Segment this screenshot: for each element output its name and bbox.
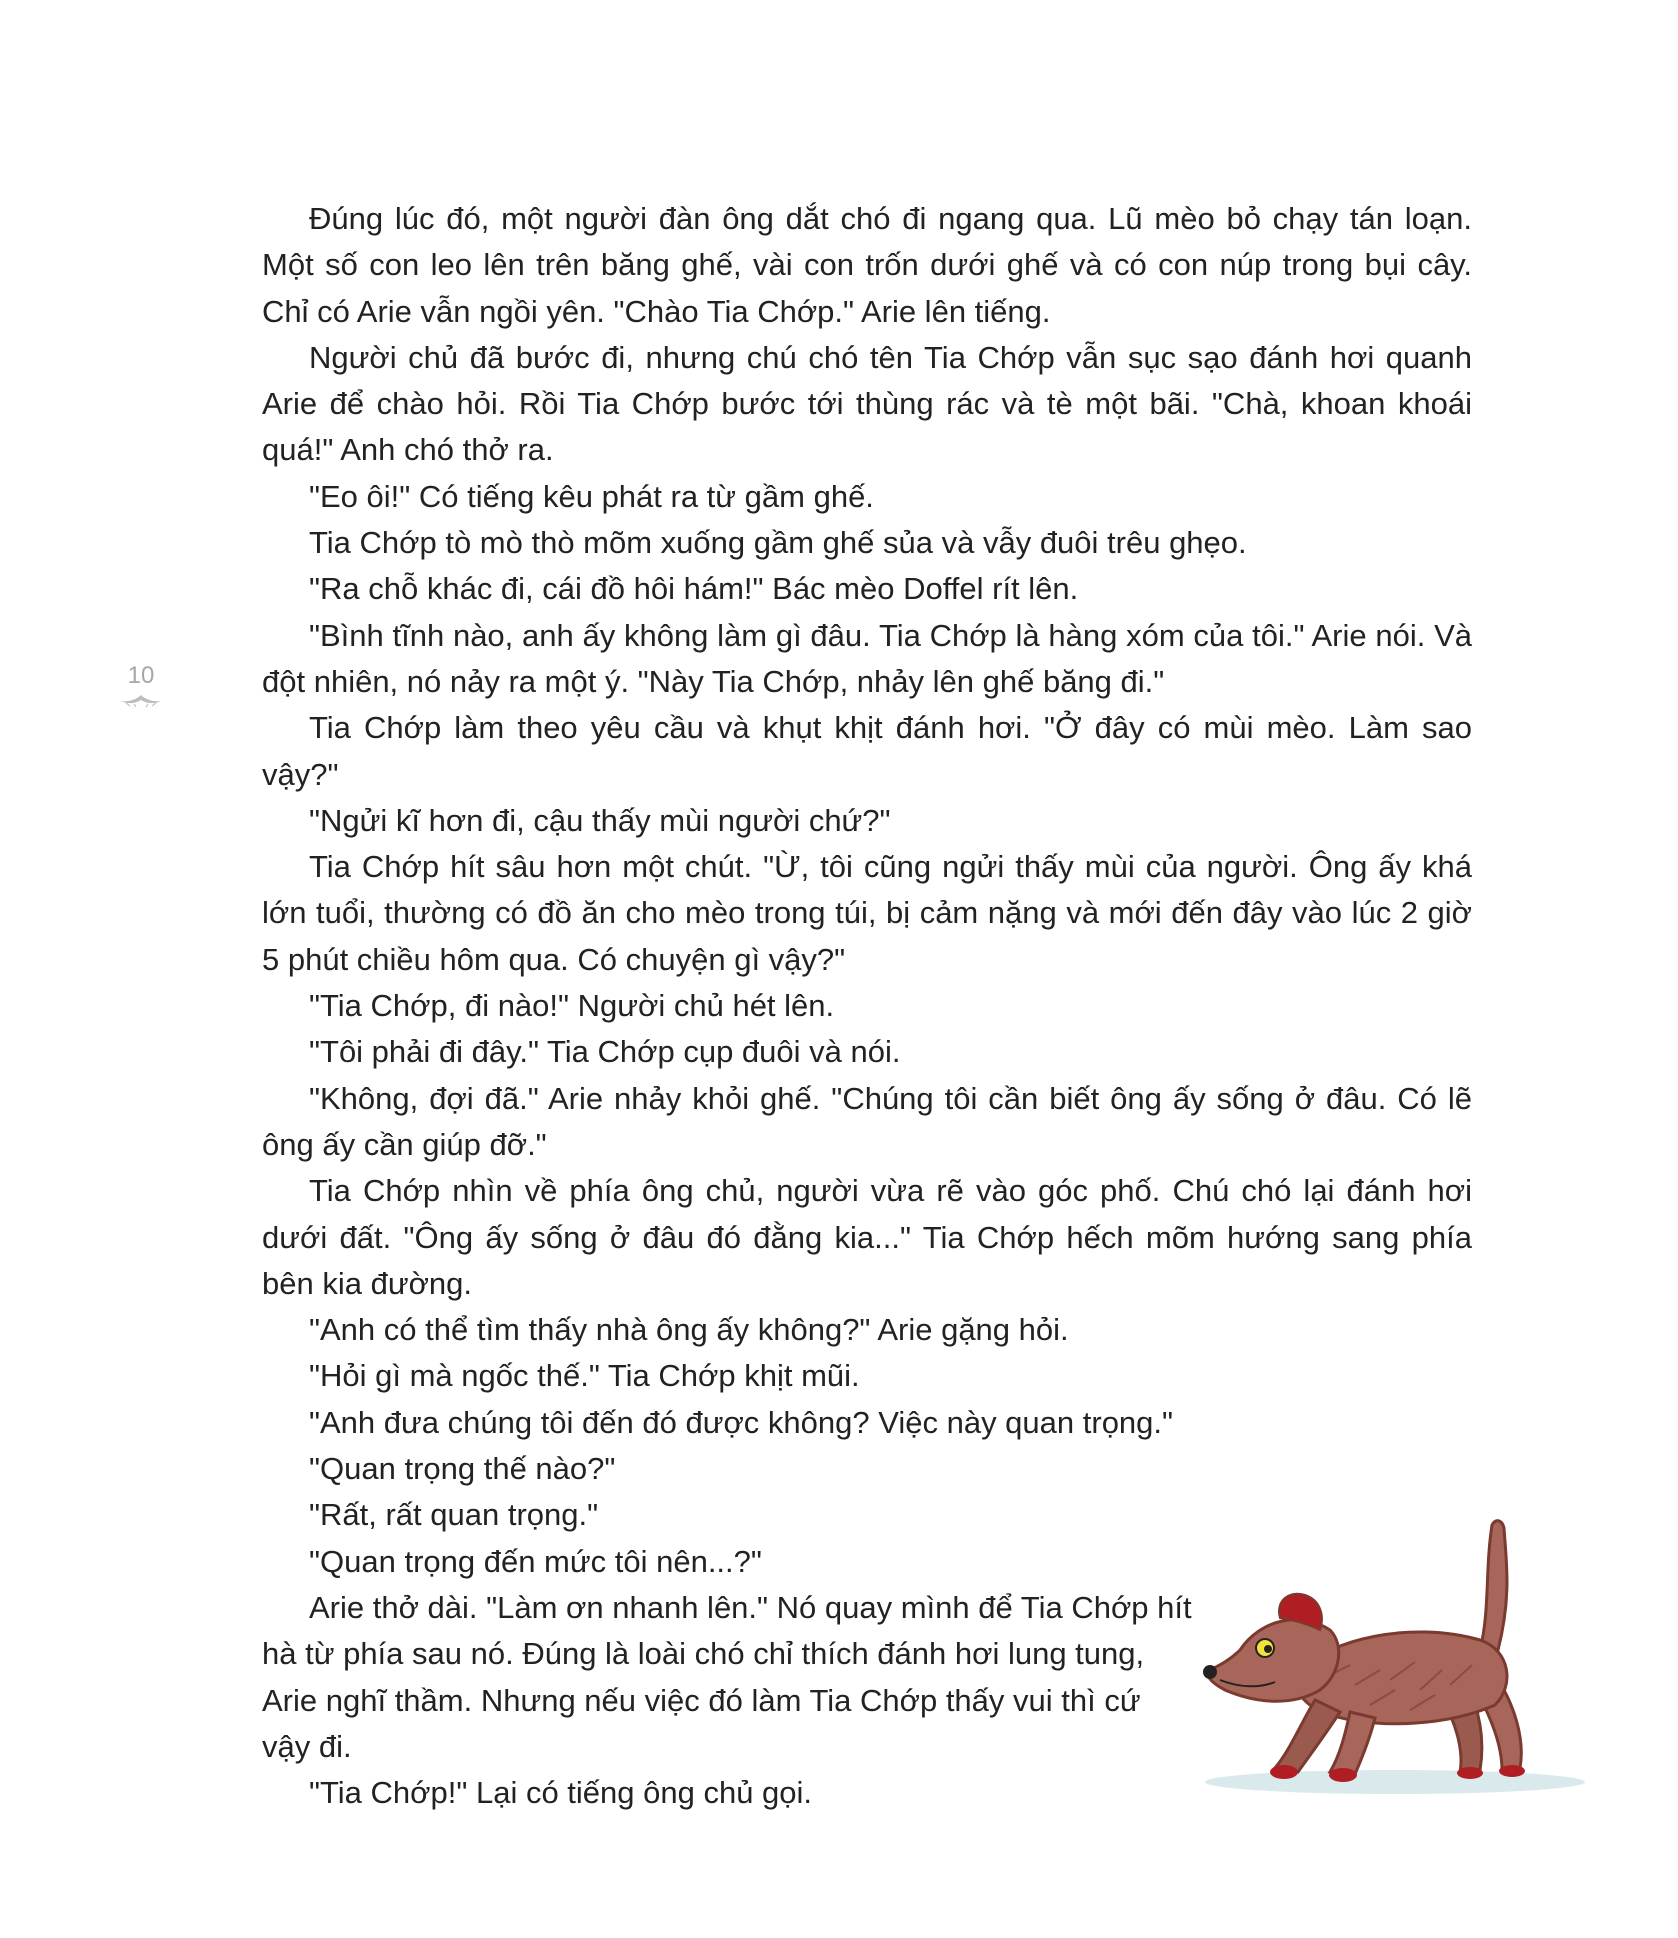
paragraph: "Ngửi kĩ hơn đi, cậu thấy mùi người chứ?" [309, 802, 891, 838]
paragraph: Tia Chớp làm theo yêu cầu và khụt khịt đánh hơi. "Ở đây có mùi mèo. Làm sao vậy?" [262, 710, 1472, 792]
paragraph: "Ra chỗ khác đi, cái đồ hôi hám!" Bác mèo Doffel rít lên. [309, 571, 1079, 607]
dog-illustration-icon [1180, 1500, 1590, 1810]
paragraph: Tia Chớp hít sâu hơn một chút. "Ừ, tôi cũng ngửi thấy mùi của người. Ông ấy khá lớn tuổi, thường có đồ ăn cho mèo trong túi, bị cảm nặng và mới đến đây vào lúc 2 giờ 5 phút chiều hôm qua. Có chuyện gì vậy?" [262, 849, 1472, 977]
dog-nose [1203, 1665, 1217, 1679]
paragraph: "Quan trọng thế nào?" [309, 1451, 616, 1487]
paragraph: "Tia Chớp, đi nào!" Người chủ hét lên. [309, 988, 835, 1024]
page-number: 10 [127, 662, 155, 689]
paragraph: "Hỏi gì mà ngốc thế." Tia Chớp khịt mũi. [309, 1358, 860, 1394]
paragraph: "Rất, rất quan trọng." [309, 1497, 599, 1533]
dog-shadow [1205, 1770, 1585, 1794]
dog-paw [1270, 1765, 1298, 1779]
dog-head [1208, 1620, 1339, 1702]
paragraph: Người chủ đã bước đi, nhưng chú chó tên Tia Chớp vẫn sục sạo đánh hơi quanh Arie để chào hỏi. Rồi Tia Chớp bước tới thùng rác và tè một bãi. "Chà, khoan khoái quá!" Anh chó thở ra. [262, 339, 1472, 468]
dog-pupil [1264, 1645, 1272, 1653]
paragraph: "Không, đợi đã." Arie nhảy khỏi ghế. "Chúng tôi cần biết ông ấy sống ở đâu. Có lẽ ông ấy cần giúp đỡ." [262, 1080, 1472, 1162]
paragraph: "Anh đưa chúng tôi đến đó được không? Việc này quan trọng." [309, 1404, 1174, 1440]
paragraph: "Tia Chớp!" Lại có tiếng ông chủ gọi. [309, 1775, 813, 1811]
dog-paw [1499, 1765, 1525, 1777]
paragraph: Đúng lúc đó, một người đàn ông dắt chó đi ngang qua. Lũ mèo bỏ chạy tán loạn. Một số con leo lên trên băng ghế, vài con trốn dưới ghế và có con núp trong bụi cây. Chỉ có Arie vẫn ngồi yên. "Chào Tia Chớp." Arie lên tiếng. [262, 201, 1472, 329]
dog-front-leg [1330, 1712, 1375, 1774]
paragraph: "Eo ôi!" Có tiếng kêu phát ra từ gầm ghế. [309, 478, 874, 514]
page-number-ornament-icon [118, 692, 164, 708]
dog-paw [1329, 1768, 1357, 1782]
dog-paw [1457, 1767, 1483, 1779]
paragraph: "Quan trọng đến mức tôi nên...?" [309, 1543, 762, 1579]
paragraph: Arie thở dài. "Làm ơn nhanh lên." Nó quay mình để Tia Chớp hít hà từ phía sau nó. Đúng là loài chó chỉ thích đánh hơi lung tung, Arie nghĩ thầm. Nhưng nếu việc đó làm Tia Chớp thấy vui thì cứ vậy đi. [262, 1589, 1192, 1764]
paragraph: Tia Chớp tò mò thò mõm xuống gầm ghế sủa và vẫy đuôi trêu ghẹo. [309, 525, 1247, 561]
paragraph: Tia Chớp nhìn về phía ông chủ, người vừa rẽ vào góc phố. Chú chó lại đánh hơi dưới đất. "Ông ấy sống ở đâu đó đằng kia..." Tia Chớp hếch mõm hướng sang phía bên kia đường. [262, 1173, 1472, 1301]
paragraph: "Bình tĩnh nào, anh ấy không làm gì đâu. Tia Chớp là hàng xóm của tôi." Arie nói. Và đột nhiên, nó nảy ra một ý. "Này Tia Chớp, nhảy lên ghế băng đi." [262, 617, 1472, 699]
paragraph: "Tôi phải đi đây." Tia Chớp cụp đuôi và nói. [309, 1034, 901, 1070]
paragraph: "Anh có thể tìm thấy nhà ông ấy không?" Arie gặng hỏi. [309, 1312, 1069, 1348]
dog-front-leg [1275, 1700, 1340, 1772]
dog-tail [1480, 1521, 1507, 1650]
